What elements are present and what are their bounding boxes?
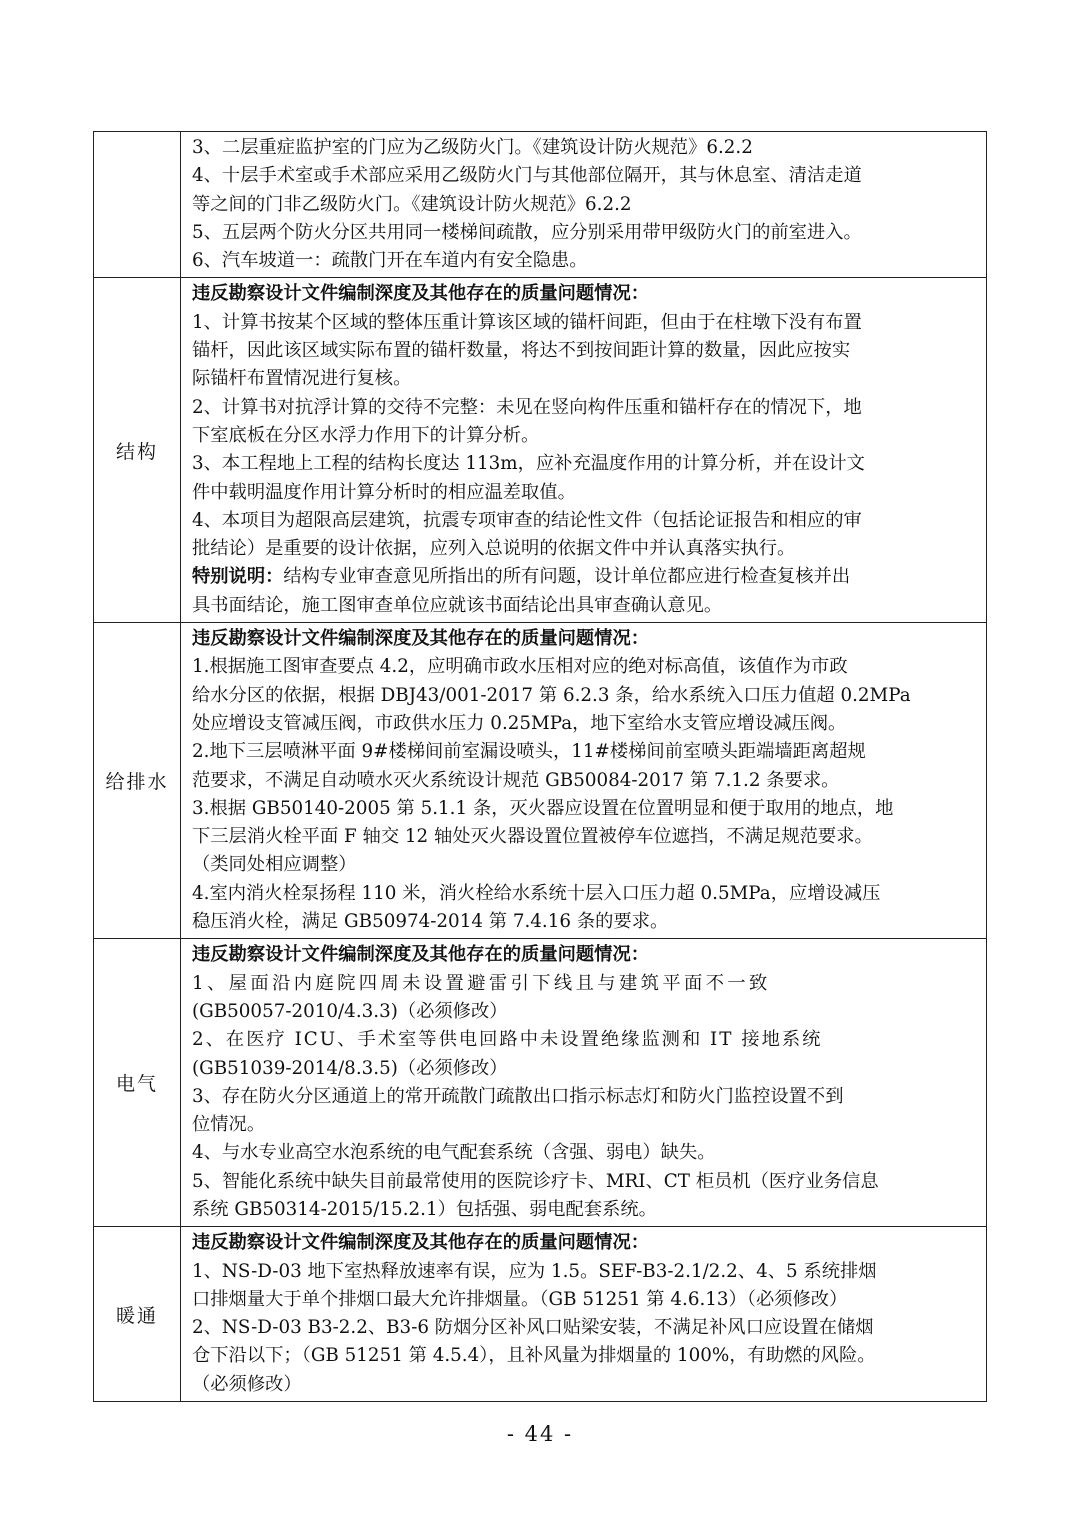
text-line: 3.根据 GB50140-2005 第 5.1.1 条，灭火器应设置在位置明显和便于取用的地点，地 — [192, 797, 894, 819]
text-line: 件中载明温度作用计算分析时的相应温差取值。 — [192, 481, 576, 503]
text-line: 下三层消火栓平面 F 轴交 12 轴处灭火器设置位置被停车位遮挡，不满足规范要求。 — [192, 826, 873, 848]
text-line: 具书面结论，施工图审查单位应就该书面结论出具审查确认意见。 — [192, 594, 723, 616]
special-note-text: 结构专业审查意见所指出的所有问题，设计单位都应进行检查复核并出 — [283, 566, 851, 588]
text-line: （必须修改） — [192, 1373, 302, 1395]
text-line: (GB51039-2014/8.3.5)（必须修改） — [192, 1057, 508, 1079]
text-line: 1.根据施工图审查要点 4.2，应明确市政水压相对应的绝对标高值，该值作为市政 — [192, 656, 848, 678]
row-fire — [94, 132, 987, 278]
category-plumbing: 给排水 — [94, 623, 181, 939]
text-line: 5、智能化系统中缺失目前最常使用的医院诊疗卡、MRI、CT 柜员机（医疗业务信息 — [192, 1170, 879, 1192]
text-line: 稳压消火栓，满足 GB50974-2014 第 7.4.16 条的要求。 — [192, 911, 669, 933]
text-line: 下室底板在分区水浮力作用下的计算分析。 — [192, 424, 540, 446]
text-line: 4、十层手术室或手术部应采用乙级防火门与其他部位隔开，其与休息室、清洁走道 — [192, 165, 862, 187]
text-line: 口排烟量大于单个排烟口最大允许排烟量。（GB 51251 第 4.6.13）（必须修改） — [192, 1288, 848, 1310]
text-line: 处应增设支管减压阀，市政供水压力 0.25MPa，地下室给水支管应增设减压阀。 — [192, 712, 847, 734]
text-line: 1、计算书按某个区域的整体压重计算该区域的锚杆间距，但由于在柱墩下没有布置 — [192, 311, 862, 333]
review-table — [93, 131, 987, 1402]
text-line: (GB50057-2010/4.3.3)（必须修改） — [192, 1000, 508, 1022]
row-hvac — [94, 1227, 987, 1402]
category-structure: 结构 — [94, 278, 181, 623]
page-number: - 44 - — [506, 1422, 574, 1446]
row-plumbing — [94, 623, 987, 939]
section-heading: 违反勘察设计文件编制深度及其他存在的质量问题情况： — [192, 628, 650, 650]
text-line: 3、存在防火分区通道上的常开疏散门疏散出口指示标志灯和防火门监控设置不到 — [192, 1085, 844, 1107]
special-note — [192, 563, 976, 591]
row-structure — [94, 278, 987, 623]
text-line: 批结论）是重要的设计依据，应列入总说明的依据文件中并认真落实执行。 — [192, 538, 796, 560]
section-heading: 违反勘察设计文件编制深度及其他存在的质量问题情况： — [192, 1232, 650, 1254]
section-heading: 违反勘察设计文件编制深度及其他存在的质量问题情况： — [192, 944, 650, 966]
text-line: 位情况。 — [192, 1114, 266, 1136]
text-line: 系统 GB50314-2015/15.2.1）包括强、弱电配套系统。 — [192, 1198, 657, 1220]
text-line: 2、NS-D-03 B3-2.2、B3-6 防烟分区补风口贴梁安装，不满足补风口应设置在储烟 — [192, 1317, 874, 1339]
text-line: 范要求，不满足自动喷水灭火系统设计规范 GB50084-2017 第 7.1.2 条要求。 — [192, 769, 840, 791]
text-line: （类同处相应调整） — [192, 854, 357, 876]
text-line: 5、五层两个防火分区共用同一楼梯间疏散，应分别采用带甲级防火门的前室进入。 — [192, 221, 862, 243]
text-line: 1、NS-D-03 地下室热释放速率有误，应为 1.5。SEF-B3-2.1/2.2、4、5 系统排烟 — [192, 1260, 877, 1282]
text-line: 2、计算书对抗浮计算的交待不完整：未见在竖向构件压重和锚杆存在的情况下，地 — [192, 396, 862, 418]
plumbing-content — [181, 623, 987, 939]
text-line: 3、二层重症监护室的门应为乙级防火门。《建筑设计防火规范》6.2.2 — [192, 137, 753, 158]
text-line: 2.地下三层喷淋平面 9#楼梯间前室漏设喷头，11#楼梯间前室喷头距端墙距离超规 — [192, 741, 866, 763]
text-line: 6、汽车坡道一：疏散门开在车道内有安全隐患。 — [192, 250, 588, 272]
row-electrical — [94, 939, 987, 1227]
category-fire — [94, 132, 181, 278]
hvac-content — [181, 1227, 987, 1402]
text-line: 4.室内消火栓泵扬程 110 米，消火栓给水系统十层入口压力超 0.5MPa，应增设减压 — [192, 882, 881, 904]
text-line: 给水分区的依据，根据 DBJ43/001-2017 第 6.2.3 条，给水系统入口压力值超 0.2MPa — [192, 684, 911, 706]
category-electrical: 电气 — [94, 939, 181, 1227]
text-line: 锚杆，因此该区域实际布置的锚杆数量，将达不到按间距计算的数量，因此应按实 — [192, 340, 851, 362]
section-heading: 违反勘察设计文件编制深度及其他存在的质量问题情况： — [192, 283, 650, 305]
text-line: 4、与水专业高空水泡系统的电气配套系统（含强、弱电）缺失。 — [192, 1142, 716, 1164]
special-note-label: 特别说明： — [192, 566, 284, 588]
text-line: 2、在医疗 ICU、手术室等供电回路中未设置绝缘监测和 IT 接地系统 — [192, 1029, 823, 1051]
category-hvac: 暖通 — [94, 1227, 181, 1402]
electrical-content — [181, 939, 987, 1227]
structure-content — [181, 278, 987, 623]
text-line: 仓下沿以下；（GB 51251 第 4.5.4），且补风量为排烟量的 100%，有助燃的风险。 — [192, 1345, 876, 1367]
text-line: 4、本项目为超限高层建筑，抗震专项审查的结论性文件（包括论证报告和相应的审 — [192, 509, 862, 531]
fire-content — [181, 132, 987, 278]
text-line: 1、屋面沿内庭院四周未设置避雷引下线且与建筑平面不一致 — [192, 972, 771, 994]
text-line: 3、本工程地上工程的结构长度达 113m，应补充温度作用的计算分析，并在设计文 — [192, 453, 865, 475]
text-line: 等之间的门非乙级防火门。《建筑设计防火规范》6.2.2 — [192, 193, 632, 215]
text-line: 际锚杆布置情况进行复核。 — [192, 368, 412, 390]
